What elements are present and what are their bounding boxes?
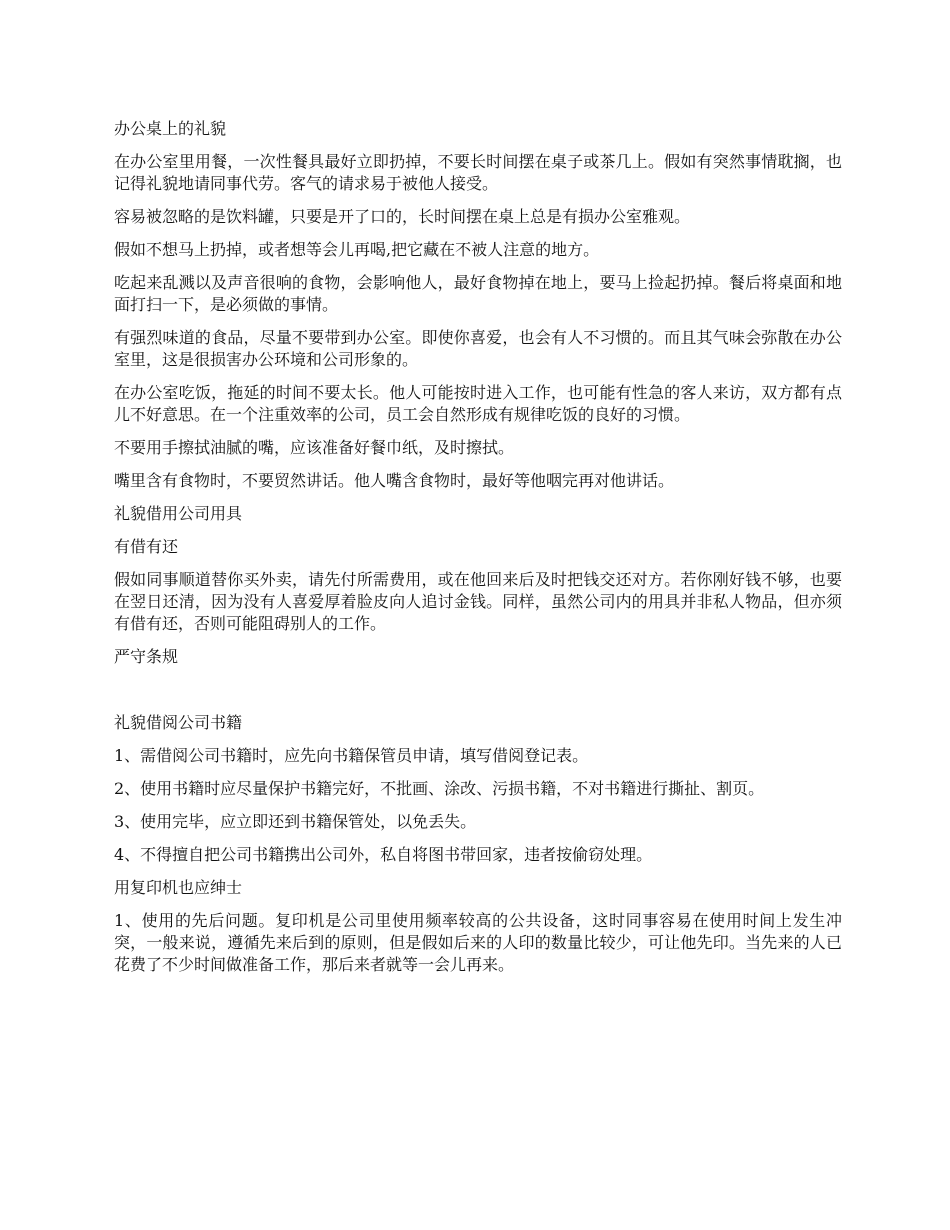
section-heading-borrow-tools: 礼貌借用公司用具 — [114, 504, 243, 523]
paragraph: 容易被忽略的是饮料罐，只要是开了口的，长时间摆在桌上总是有损办公室雅观。 — [114, 207, 691, 226]
section-heading-borrow-books: 礼貌借阅公司书籍 — [114, 713, 243, 732]
section-heading-desk-etiquette: 办公桌上的礼貌 — [114, 119, 227, 138]
paragraph: 在办公室里用餐，一次性餐具最好立即扔掉，不要长时间摆在桌子或茶几上。假如有突然事情耽搁，也记得礼貌地请同事代劳。客气的请求易于被他人接受。 — [114, 152, 842, 193]
paragraph: 假如同事顺道替你买外卖，请先付所需费用，或在他回来后及时把钱交还对方。若你刚好钱不够，也要在翌日还清，因为没有人喜爱厚着脸皮向人追讨金钱。同样，虽然公司内的用具并非私人物品，但亦须有借有还，否则可能阻碍别人的工作。 — [114, 570, 842, 633]
paragraph: 在办公室吃饭，拖延的时间不要太长。他人可能按时进入工作，也可能有性急的客人来访，双方都有点儿不好意思。在一个注重效率的公司，员工会自然形成有规律吃饭的良好的习惯。 — [114, 383, 842, 424]
list-item: 1、需借阅公司书籍时，应先向书籍保管员申请，填写借阅登记表。 — [114, 746, 589, 765]
list-item: 4、不得擅自把公司书籍携出公司外，私自将图书带回家，违者按偷窃处理。 — [114, 845, 653, 864]
paragraph: 有强烈味道的食品，尽量不要带到办公室。即使你喜爱，也会有人不习惯的。而且其气味会弥散在办公室里，这是很损害办公环境和公司形象的。 — [114, 328, 842, 369]
paragraph: 不要用手擦拭油腻的嘴，应该准备好餐巾纸，及时擦拭。 — [114, 438, 515, 457]
subheading-return-borrowed: 有借有还 — [114, 537, 179, 556]
list-item: 3、使用完毕，应立即还到书籍保管处，以免丢失。 — [114, 812, 477, 831]
paragraph: 假如不想马上扔掉，或者想等会儿再喝,把它藏在不被人注意的地方。 — [114, 240, 600, 259]
paragraph: 嘴里含有食物时，不要贸然讲话。他人嘴含食物时，最好等他咽完再对他讲话。 — [114, 471, 675, 490]
section-heading-copier: 用复印机也应绅士 — [114, 878, 243, 897]
list-item: 2、使用书籍时应尽量保护书籍完好，不批画、涂改、污损书籍，不对书籍进行撕扯、割页。 — [114, 779, 765, 798]
list-item: 1、使用的先后问题。复印机是公司里使用频率较高的公共设备，这时同事容易在使用时间上发生冲突，一般来说，遵循先来后到的原则，但是假如后来的人印的数量比较少，可让他先印。当先来的人已花费了不少时间做准备工作，那后来者就等一会儿再来。 — [114, 911, 842, 974]
subheading-follow-rules: 严守条规 — [114, 647, 179, 666]
paragraph: 吃起来乱溅以及声音很响的食物，会影响他人，最好食物掉在地上，要马上捡起扔掉。餐后将桌面和地面打扫一下，是必须做的事情。 — [114, 273, 842, 314]
document-page — [114, 118, 842, 987]
